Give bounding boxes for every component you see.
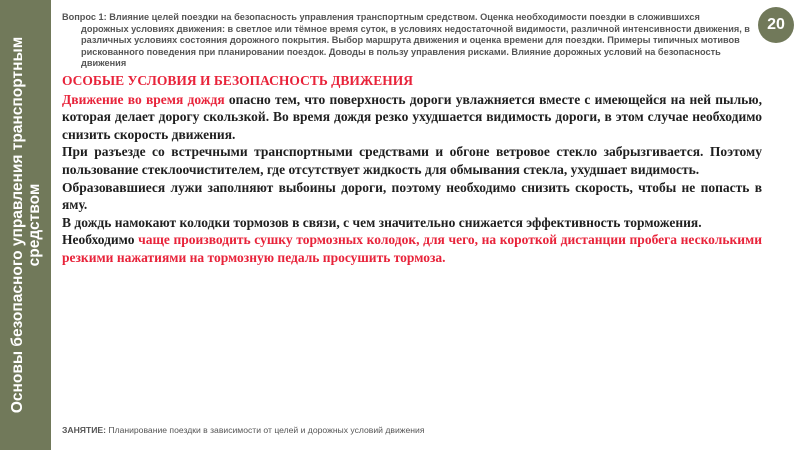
question-line-1: Влияние целей поездки на безопасность управления транспортным средством. Оценка необходимости поездки в сложившихся xyxy=(109,12,700,22)
section-heading: ОСОБЫЕ УСЛОВИЯ И БЕЗОПАСНОСТЬ ДВИЖЕНИЯ xyxy=(62,73,414,88)
footer-text: Планирование поездки в зависимости от целей и дорожных условий движения xyxy=(106,425,425,435)
paragraph-overtaking: При разъезде со встречными транспортными средствами и обгоне ветровое стекло забрызгивается. Поэтому пользование стеклоочистителем, где отсутствует жидкость для обмывания стекла, ухудшает видимость. xyxy=(62,144,762,177)
sidebar-title: Основы безопасного управления транспортным средством xyxy=(8,36,43,414)
sidebar xyxy=(0,0,51,450)
paragraph-brake-drying-highlight: чаще производить сушку тормозных колодок, для чего, на короткой дистанции пробега несколькими резкими нажатиями на тормозную педаль просушить тормоза. xyxy=(62,232,762,265)
paragraph-rain-highlight: Движение во время дождя xyxy=(62,91,225,107)
footer-label: ЗАНЯТИЕ: xyxy=(62,425,106,435)
paragraph-brake-drying-start: Необходимо xyxy=(62,232,139,248)
slide-number-badge: 20 xyxy=(758,7,794,43)
question-text: дорожных условиях движения: в светлое или тёмное время суток, в условиях недостаточной видимости, различной интенсивности движения, в различных условиях состояния дорожного покрытия. Выбор маршрута движения и оценка времени для поездки. Примеры типичных мотивов рискованного поведения при планировании поездок. Доводы в пользу управления рисками. Влияние дорожных условий на безопасность движения xyxy=(81,23,750,69)
slide-page xyxy=(51,0,800,450)
paragraph-puddles: Образовавшиеся лужи заполняют выбоины дороги, поэтому необходимо снизить скорость, чтобы не попасть в яму. xyxy=(62,179,762,213)
paragraph-brakes: В дождь намокают колодки тормозов в связи, с чем значительно снижается эффективность торможения. xyxy=(62,214,702,230)
footer-lesson xyxy=(62,425,424,435)
paragraph-brake-drying xyxy=(62,231,762,266)
paragraph-rain xyxy=(62,91,762,144)
question-block xyxy=(62,12,752,70)
question-label: Вопрос 1: xyxy=(62,12,107,22)
content-block xyxy=(62,72,762,267)
paragraph-rain-text: опасно тем, что поверхность дороги увлажняется вместе с имеющейся на ней пылью, которая делает дорогу скользкой. Во время дождя резко ухудшается видимость дороги, в этом случае необходимо снизить скорость движения. xyxy=(62,91,762,142)
